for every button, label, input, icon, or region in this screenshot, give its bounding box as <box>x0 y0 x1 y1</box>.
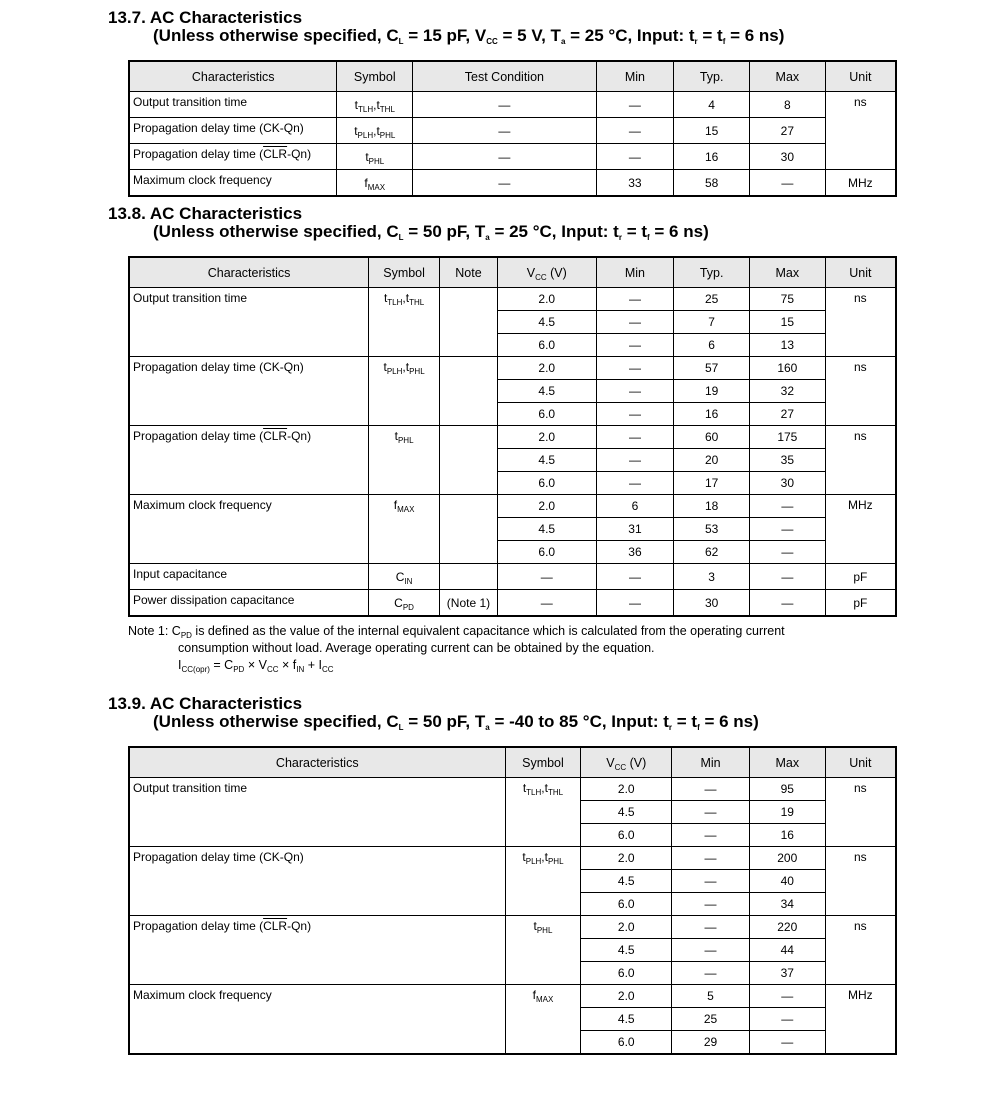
characteristic-cell: Input capacitance <box>129 564 369 590</box>
max-cell: 200 <box>749 847 825 870</box>
table-header-row <box>129 747 896 778</box>
min-cell: — <box>596 403 674 426</box>
table-row <box>129 357 896 380</box>
table-row <box>129 985 896 1008</box>
min-cell: — <box>596 449 674 472</box>
characteristic-cell: Output transition time <box>129 288 369 357</box>
table-header-row <box>129 257 896 288</box>
characteristic-cell: Maximum clock frequency <box>129 495 369 564</box>
typ-cell: 18 <box>674 495 750 518</box>
min-cell: 36 <box>596 541 674 564</box>
unit-cell: MHz <box>825 495 896 564</box>
max-cell: 175 <box>749 426 825 449</box>
min-cell: — <box>596 357 674 380</box>
max-cell: — <box>749 590 825 617</box>
min-cell: 5 <box>672 985 750 1008</box>
typ-cell: 62 <box>674 541 750 564</box>
symbol-cell: $f_{MAX}$ <box>369 495 440 564</box>
min-cell: — <box>672 939 750 962</box>
typ-cell: 20 <box>674 449 750 472</box>
note-cell <box>440 564 498 590</box>
max-cell: 13 <box>749 334 825 357</box>
max-cell: — <box>749 564 825 590</box>
column-header: Max <box>749 747 825 778</box>
symbol-cell: $C_{PD}$ <box>369 590 440 617</box>
min-cell: 33 <box>596 170 674 197</box>
table-row <box>129 590 896 617</box>
note-formula: $I_{CC(opr)} = C_{PD} \times V_{CC} \times f_{IN} + I_{CC}$ <box>178 658 334 674</box>
column-header: Symbol <box>337 61 413 92</box>
max-cell: 30 <box>749 472 825 495</box>
characteristic-cell: Maximum clock frequency <box>129 170 337 197</box>
symbol-cell: $t_{PLH},t_{PHL}$ <box>505 847 581 916</box>
note-cell <box>440 288 498 357</box>
table-row <box>129 144 896 170</box>
unit-cell: ns <box>825 357 896 426</box>
vcc-cell: 2.0 <box>497 357 596 380</box>
min-cell: — <box>596 288 674 311</box>
max-cell: — <box>749 985 825 1008</box>
vcc-cell: 4.5 <box>581 801 672 824</box>
characteristic-cell: Propagation delay time (CK-Qn) <box>129 118 337 144</box>
unit-cell: pF <box>825 564 896 590</box>
column-header: Max <box>749 257 825 288</box>
section-13-7-title: 13.7. AC Characteristics <box>108 8 303 27</box>
table-row <box>129 288 896 311</box>
typ-cell: 16 <box>674 144 750 170</box>
column-header: Symbol <box>369 257 440 288</box>
min-cell: — <box>596 92 674 118</box>
max-cell: 35 <box>749 449 825 472</box>
vcc-cell: 4.5 <box>581 939 672 962</box>
vcc-cell: 6.0 <box>581 962 672 985</box>
unit-cell: pF <box>825 590 896 617</box>
table-row <box>129 170 896 197</box>
min-cell: — <box>672 801 750 824</box>
table-row <box>129 916 896 939</box>
min-cell: — <box>596 311 674 334</box>
vcc-cell: 4.5 <box>581 1008 672 1031</box>
vcc-cell: 2.0 <box>581 916 672 939</box>
table-row <box>129 118 896 144</box>
typ-cell: 7 <box>674 311 750 334</box>
max-cell: 8 <box>749 92 825 118</box>
column-header: Characteristics <box>129 61 337 92</box>
characteristic-cell: Propagation delay time (CK-Qn) <box>129 357 369 426</box>
table-row <box>129 92 896 118</box>
max-cell: — <box>749 518 825 541</box>
min-cell: — <box>596 472 674 495</box>
typ-cell: 25 <box>674 288 750 311</box>
max-cell: — <box>749 1031 825 1055</box>
typ-cell: 17 <box>674 472 750 495</box>
min-cell: — <box>672 847 750 870</box>
table-row <box>129 778 896 801</box>
min-cell: — <box>672 824 750 847</box>
vcc-cell: 2.0 <box>581 778 672 801</box>
column-header: $V_{CC}$ (V) <box>581 747 672 778</box>
vcc-cell: 2.0 <box>497 426 596 449</box>
min-cell: — <box>672 916 750 939</box>
typ-cell: 60 <box>674 426 750 449</box>
max-cell: 27 <box>749 403 825 426</box>
characteristic-cell: Output transition time <box>129 92 337 118</box>
table-row <box>129 564 896 590</box>
min-cell: — <box>596 144 674 170</box>
typ-cell: 30 <box>674 590 750 617</box>
unit-cell: ns <box>825 288 896 357</box>
min-cell: 6 <box>596 495 674 518</box>
symbol-cell: $t_{TLH},t_{THL}$ <box>505 778 581 847</box>
typ-cell: 6 <box>674 334 750 357</box>
table-row <box>129 426 896 449</box>
column-header: Typ. <box>674 61 750 92</box>
max-cell: — <box>749 170 825 197</box>
typ-cell: 15 <box>674 118 750 144</box>
min-cell: — <box>596 380 674 403</box>
column-header: Note <box>440 257 498 288</box>
max-cell: 15 <box>749 311 825 334</box>
vcc-cell: 6.0 <box>497 472 596 495</box>
ac-characteristics-table-13-7 <box>128 60 897 197</box>
min-cell: 25 <box>672 1008 750 1031</box>
note-line-2: consumption without load. Average operating current can be obtained by the equation. <box>178 641 655 655</box>
vcc-cell: 4.5 <box>497 449 596 472</box>
vcc-cell: 4.5 <box>497 518 596 541</box>
max-cell: 19 <box>749 801 825 824</box>
characteristic-cell: Power dissipation capacitance <box>129 590 369 617</box>
max-cell: 40 <box>749 870 825 893</box>
typ-cell: 58 <box>674 170 750 197</box>
vcc-cell: — <box>497 590 596 617</box>
vcc-cell: 4.5 <box>497 380 596 403</box>
vcc-cell: 2.0 <box>581 985 672 1008</box>
column-header: Min <box>596 257 674 288</box>
column-header: Symbol <box>505 747 581 778</box>
max-cell: 220 <box>749 916 825 939</box>
section-13-8-title: 13.8. AC Characteristics <box>108 204 303 223</box>
vcc-cell: — <box>497 564 596 590</box>
column-header: Characteristics <box>129 257 369 288</box>
max-cell: — <box>749 495 825 518</box>
column-header: Typ. <box>674 257 750 288</box>
column-header: Unit <box>825 257 896 288</box>
characteristic-cell: Propagation delay time $(\overline{CLR}-Qn)$ <box>129 916 505 985</box>
column-header: Min <box>596 61 674 92</box>
symbol-cell: $t_{PHL}$ <box>337 144 413 170</box>
vcc-cell: 2.0 <box>497 495 596 518</box>
typ-cell: 53 <box>674 518 750 541</box>
ac-characteristics-table-13-9 <box>128 746 897 1055</box>
min-cell: 31 <box>596 518 674 541</box>
note-cell <box>440 426 498 495</box>
max-cell: 16 <box>749 824 825 847</box>
min-cell: — <box>596 118 674 144</box>
vcc-cell: 4.5 <box>497 311 596 334</box>
table-header-row <box>129 61 896 92</box>
section-13-7-conditions: (Unless otherwise specified, $C_L = 15$ pF, $V_{CC} = 5$ V, $T_a = 25$ °C, Input: $t_r = t_f = 6$ ns) <box>153 26 785 46</box>
typ-cell: 3 <box>674 564 750 590</box>
ac-characteristics-table-13-8 <box>128 256 897 617</box>
vcc-cell: 6.0 <box>581 893 672 916</box>
test-condition-cell: — <box>413 170 596 197</box>
max-cell: 75 <box>749 288 825 311</box>
characteristic-cell: Propagation delay time $(\overline{CLR}-Qn)$ <box>129 144 337 170</box>
symbol-cell: $f_{MAX}$ <box>505 985 581 1055</box>
min-cell: — <box>672 962 750 985</box>
symbol-cell: $t_{PLH},t_{PHL}$ <box>369 357 440 426</box>
vcc-cell: 4.5 <box>581 870 672 893</box>
max-cell: 30 <box>749 144 825 170</box>
column-header: Unit <box>825 61 896 92</box>
vcc-cell: 6.0 <box>497 334 596 357</box>
section-13-9-conditions: (Unless otherwise specified, $C_L = 50$ pF, $T_a = -40$ to 85 °C, Input: $t_r = t_f = 6$ ns) <box>153 712 759 732</box>
unit-cell: ns <box>825 778 896 847</box>
note-cell <box>440 357 498 426</box>
unit-cell: ns <box>825 426 896 495</box>
symbol-cell: $t_{TLH},t_{THL}$ <box>337 92 413 118</box>
symbol-cell: $t_{PHL}$ <box>369 426 440 495</box>
vcc-cell: 6.0 <box>581 824 672 847</box>
min-cell: — <box>596 590 674 617</box>
characteristic-cell: Propagation delay time $(\overline{CLR}-Qn)$ <box>129 426 369 495</box>
min-cell: — <box>596 564 674 590</box>
column-header: Max <box>749 61 825 92</box>
min-cell: — <box>596 426 674 449</box>
max-cell: — <box>749 1008 825 1031</box>
min-cell: — <box>596 334 674 357</box>
column-header: Unit <box>825 747 896 778</box>
test-condition-cell: — <box>413 118 596 144</box>
min-cell: — <box>672 870 750 893</box>
vcc-cell: 2.0 <box>581 847 672 870</box>
unit-cell: ns <box>825 916 896 985</box>
test-condition-cell: — <box>413 92 596 118</box>
note-cell <box>440 495 498 564</box>
max-cell: 44 <box>749 939 825 962</box>
max-cell: 37 <box>749 962 825 985</box>
vcc-cell: 6.0 <box>497 541 596 564</box>
typ-cell: 4 <box>674 92 750 118</box>
typ-cell: 16 <box>674 403 750 426</box>
max-cell: 27 <box>749 118 825 144</box>
section-13-8-conditions: (Unless otherwise specified, $C_L = 50$ pF, $T_a = 25$ °C, Input: $t_r = t_f = 6$ ns) <box>153 222 709 242</box>
characteristic-cell: Output transition time <box>129 778 505 847</box>
max-cell: 160 <box>749 357 825 380</box>
vcc-cell: 6.0 <box>497 403 596 426</box>
symbol-cell: $C_{IN}$ <box>369 564 440 590</box>
unit-cell: MHz <box>825 985 896 1055</box>
characteristic-cell: Maximum clock frequency <box>129 985 505 1055</box>
column-header: Min <box>672 747 750 778</box>
test-condition-cell: — <box>413 144 596 170</box>
typ-cell: 19 <box>674 380 750 403</box>
max-cell: 95 <box>749 778 825 801</box>
column-header: Characteristics <box>129 747 505 778</box>
symbol-cell: $t_{PHL}$ <box>505 916 581 985</box>
unit-cell: ns <box>825 847 896 916</box>
section-13-9-title: 13.9. AC Characteristics <box>108 694 303 713</box>
unit-cell: ns <box>825 92 896 170</box>
symbol-cell: $t_{PLH},t_{PHL}$ <box>337 118 413 144</box>
column-header: $V_{CC}$ (V) <box>497 257 596 288</box>
note-1 <box>128 623 785 674</box>
note-line-1: Note 1: $C_{PD}$ is defined as the value of the internal equivalent capacitance which is calculated from the operating current <box>128 624 785 640</box>
table-row <box>129 847 896 870</box>
min-cell: 29 <box>672 1031 750 1055</box>
column-header: Test Condition <box>413 61 596 92</box>
min-cell: — <box>672 893 750 916</box>
max-cell: — <box>749 541 825 564</box>
table-row <box>129 495 896 518</box>
unit-cell: MHz <box>825 170 896 197</box>
vcc-cell: 6.0 <box>581 1031 672 1055</box>
max-cell: 32 <box>749 380 825 403</box>
note-cell: (Note 1) <box>440 590 498 617</box>
max-cell: 34 <box>749 893 825 916</box>
symbol-cell: $t_{TLH},t_{THL}$ <box>369 288 440 357</box>
min-cell: — <box>672 778 750 801</box>
characteristic-cell: Propagation delay time (CK-Qn) <box>129 847 505 916</box>
vcc-cell: 2.0 <box>497 288 596 311</box>
typ-cell: 57 <box>674 357 750 380</box>
symbol-cell: $f_{MAX}$ <box>337 170 413 197</box>
